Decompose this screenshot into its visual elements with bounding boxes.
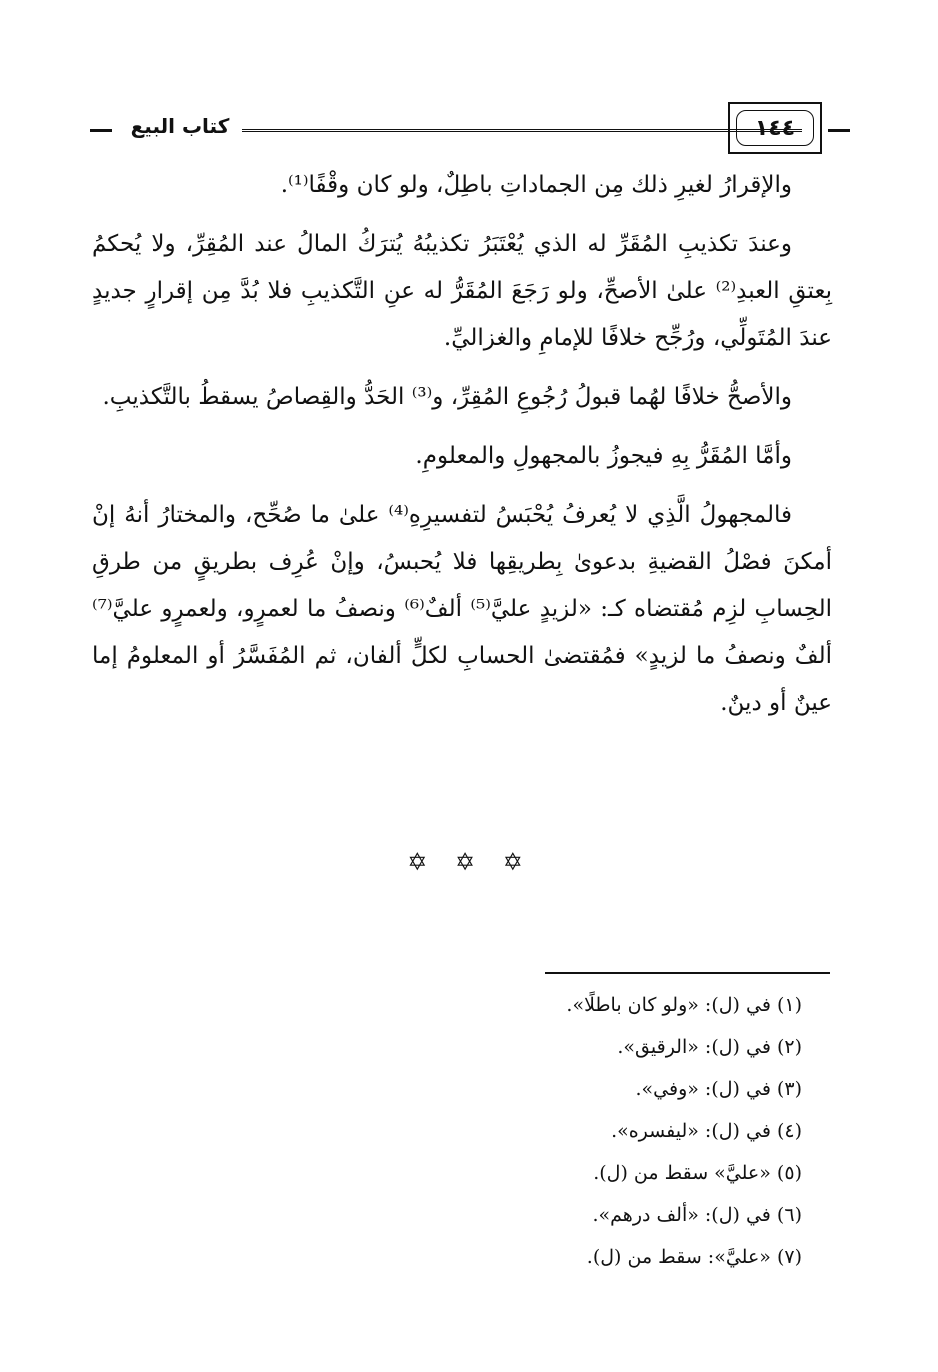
footnote: (٤) في (ل): «ليفسره».	[611, 1120, 802, 1142]
paragraph: والأصحُّ خلافًا لهُما قبولُ رُجُوعِ المُقِرِّ، و⁽³⁾ الحَدُّ والقِصاصُ يسقطُ بالتَّكذيبِ.	[102, 384, 792, 410]
section-ornament	[0, 848, 938, 876]
star-ornament-icon: ✡	[502, 848, 531, 876]
star-ornament-icon: ✡	[454, 848, 484, 876]
footnotes	[300, 984, 802, 1278]
paragraph: فالمجهولُ الَّذِي لا يُعرفُ يُحْبَسُ لتفسيرِهِ⁽⁴⁾ علىٰ ما صُحِّح، والمختارُ أنهُ إنْ أمكنَ فصْلُ القضيةِ بدعوىٰ بِطريقِها فلا يُحبسُ، وإنْ عُرِف بطريقٍ من طرقِ الحِسابِ لزِم مُقتضاه كـ: «لزيدٍ عليَّ⁽⁵⁾ ألفٌ⁽⁶⁾ ونصفُ ما لعمرٍو، ولعمرٍو عليَّ⁽⁷⁾ ألفٌ ونصفُ ما لزيدٍ» فمُقتضىٰ الحسابِ لكلٍّ ألفان، ثم المُفَسَّرُ أو المعلومُ إما عينٌ أو دينٌ.	[92, 502, 832, 716]
header-right-dash	[828, 129, 850, 132]
footnote-separator	[545, 972, 830, 974]
page-header	[80, 100, 860, 160]
footnote: (٢) في (ل): «الرقيق».	[617, 1036, 802, 1058]
book-title: كتاب البيع	[130, 114, 230, 138]
paragraph: والإقرارُ لغيرِ ذلك مِن الجماداتِ باطِلٌ، ولو كان وقْفًا⁽¹⁾.	[280, 172, 792, 198]
paragraph: وأمَّا المُقَرُّ بِهِ فيجوزُ بالمجهولِ والمعلومِ.	[415, 443, 792, 469]
footnote: (١) في (ل): «ولو كان باطلًا».	[566, 994, 802, 1016]
paragraph: وعندَ تكذيبِ المُقَرِّ له الذي يُعْتَبَرُ تكذيبُهُ يُترَكُ المالُ عند المُقِرِّ، ولا يُحكمُ بِعتقِ العبدِ⁽²⁾ علىٰ الأصحِّ، ولو رَجَعَ المُقَرُّ له عنِ التَّكذيبِ فلا بُدَّ مِن إقرارٍ جديدٍ عندَ المُتَولِّي، ورُجِّح خلافًا للإمامِ والغزاليِّ.	[92, 231, 832, 351]
page-number-frame	[728, 102, 822, 154]
main-text	[92, 162, 832, 727]
footnote: (٧) «عليَّ»: سقط من (ل).	[586, 1246, 802, 1268]
page-number: ١٤٤	[736, 110, 814, 146]
footnote: (٥) «عليَّ» سقط من (ل).	[593, 1162, 802, 1184]
header-left-dash	[90, 129, 112, 132]
footnote: (٣) في (ل): «وفي».	[635, 1078, 802, 1100]
header-rule	[242, 129, 802, 132]
star-ornament-icon: ✡	[407, 848, 436, 876]
footnote: (٦) في (ل): «ألف درهم».	[592, 1204, 802, 1226]
